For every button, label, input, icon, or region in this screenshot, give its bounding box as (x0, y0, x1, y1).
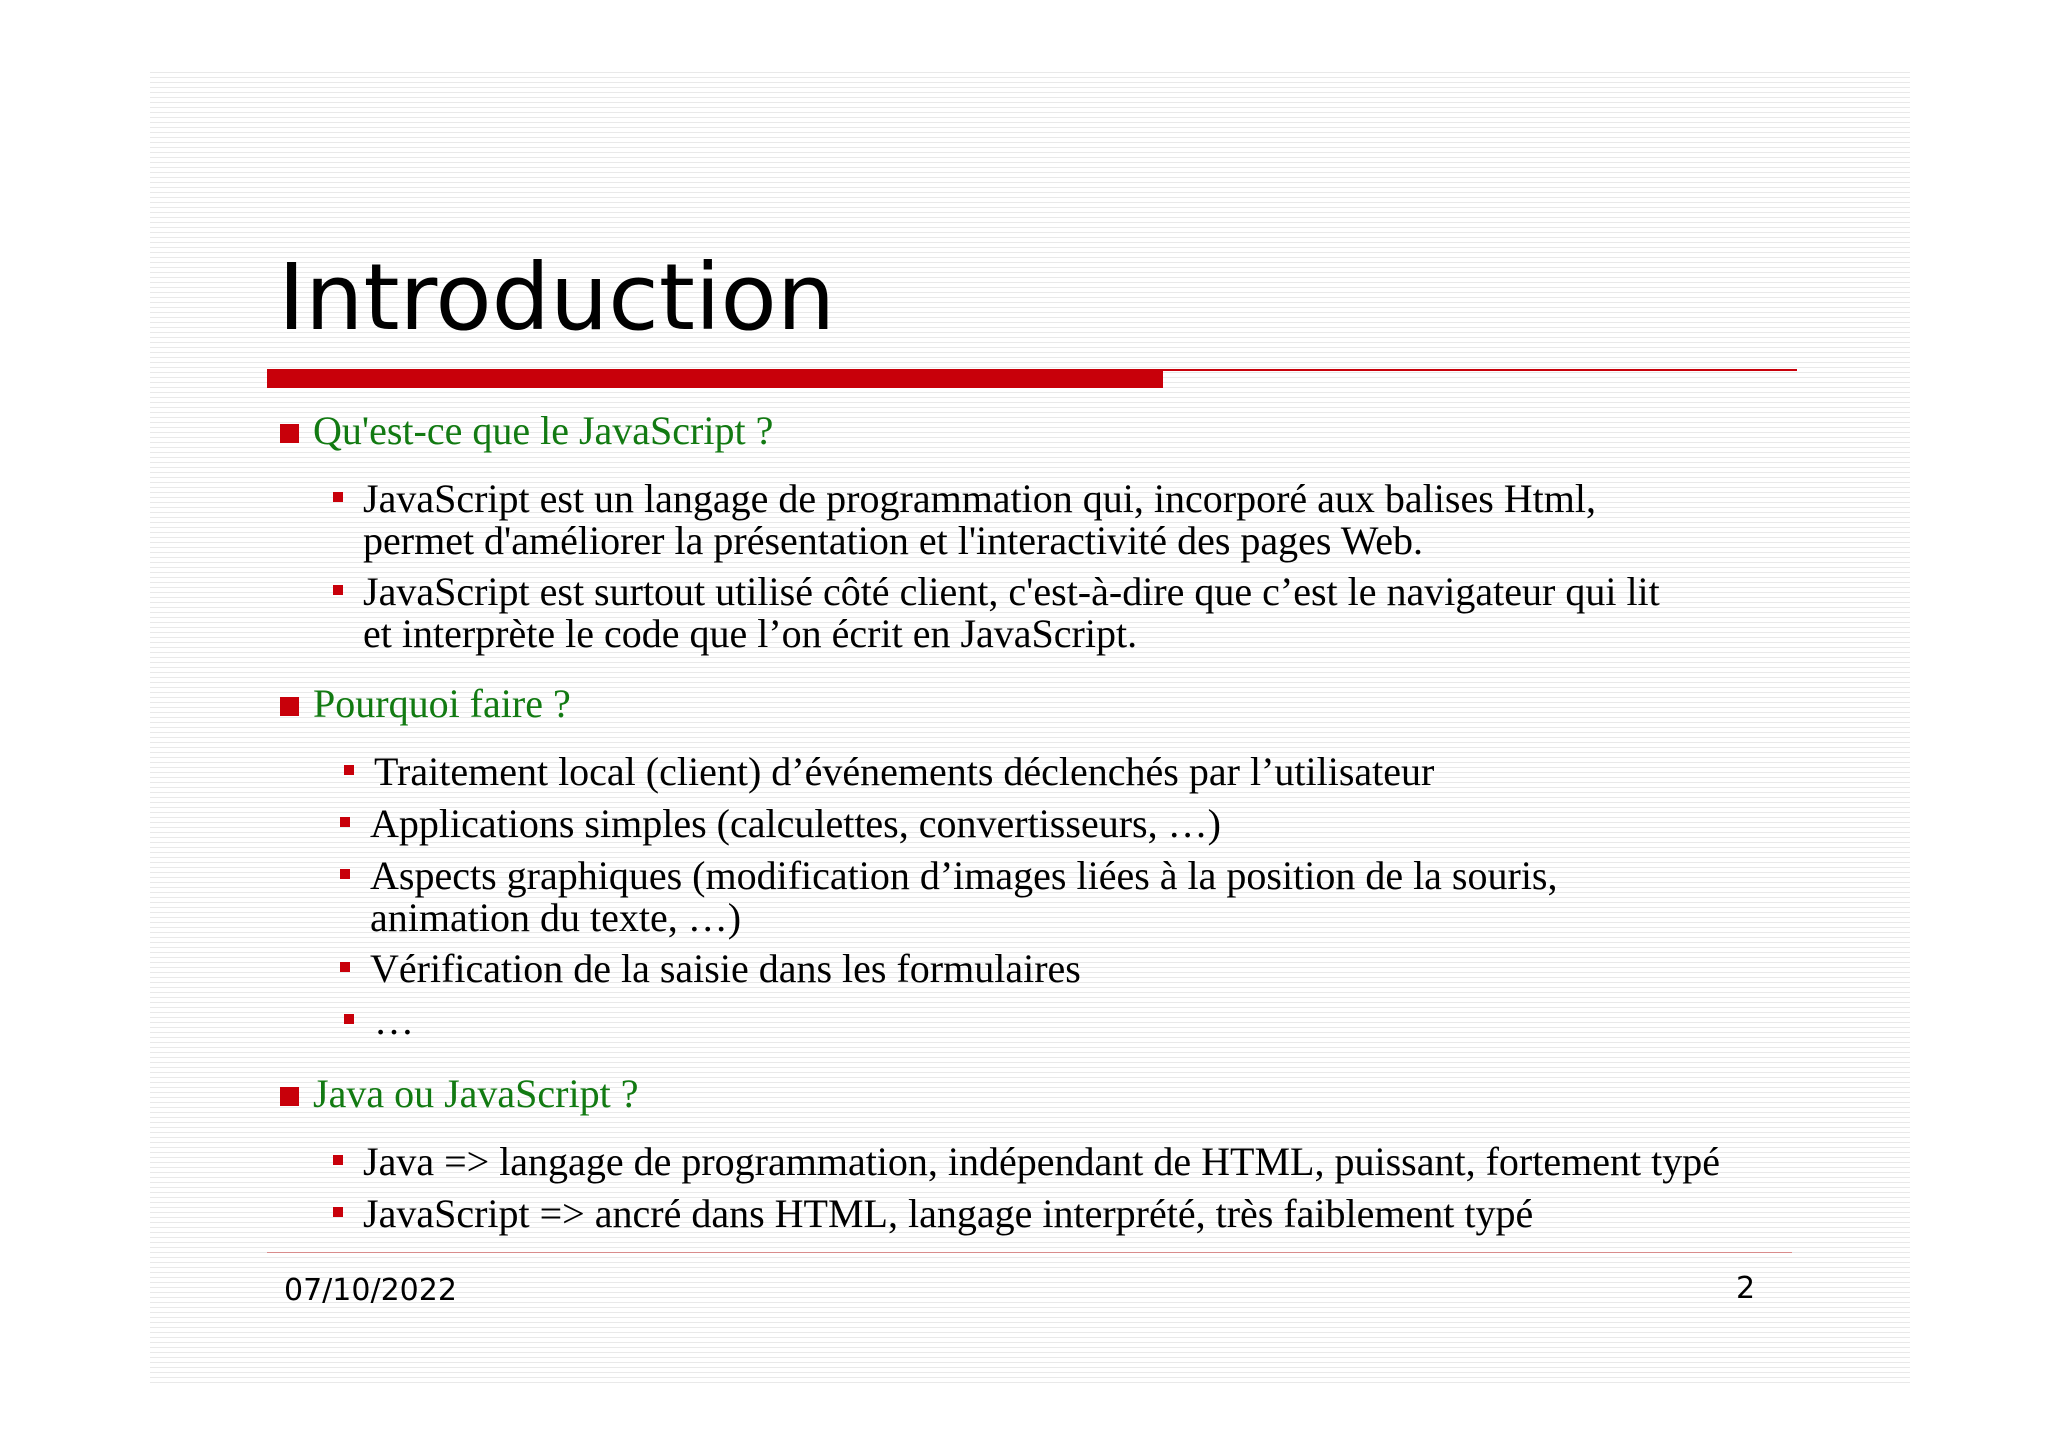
slide (150, 68, 1910, 1386)
list-item: JavaScript est un langage de programmation qui, incorporé aux balises Html, permet d'améliorer la présentation et l'interactivité des pages Web. (333, 478, 1596, 562)
list-item: JavaScript est surtout utilisé côté client, c'est-à-dire que c’est le navigateur qui lit et interprète le code que l’on écrit en JavaScript. (333, 571, 1660, 655)
footer-divider (267, 1252, 1792, 1253)
square-bullet-icon (280, 697, 299, 716)
footer-date: 07/10/2022 (284, 1273, 457, 1308)
slide-content (150, 68, 1910, 1386)
square-bullet-icon (280, 424, 299, 443)
list-item: JavaScript => ancré dans HTML, langage interprété, très faiblement typé (333, 1193, 1533, 1235)
square-bullet-icon (340, 869, 350, 879)
list-item: Traitement local (client) d’événements déclenchés par l’utilisateur (344, 751, 1434, 793)
slide-title: Introduction (278, 244, 836, 351)
page-number: 2 (1736, 1271, 1756, 1306)
square-bullet-icon (340, 962, 350, 972)
list-item: Applications simples (calculettes, convertisseurs, …) (340, 803, 1221, 845)
square-bullet-icon (344, 765, 354, 775)
section-heading-what-is-js: Qu'est-ce que le JavaScript ? (280, 410, 773, 452)
square-bullet-icon (340, 817, 350, 827)
square-bullet-icon (333, 492, 343, 502)
list-item: … (344, 1000, 414, 1042)
square-bullet-icon (280, 1087, 299, 1106)
square-bullet-icon (344, 1014, 354, 1024)
square-bullet-icon (333, 585, 343, 595)
section-heading-java-or-js: Java ou JavaScript ? (280, 1073, 638, 1115)
section-heading-why: Pourquoi faire ? (280, 683, 571, 725)
list-item: Aspects graphiques (modification d’images liées à la position de la souris, animation du texte, …) (340, 855, 1558, 939)
list-item: Java => langage de programmation, indépendant de HTML, puissant, fortement typé (333, 1141, 1720, 1183)
square-bullet-icon (333, 1207, 343, 1217)
square-bullet-icon (333, 1155, 343, 1165)
list-item: Vérification de la saisie dans les formulaires (340, 948, 1081, 990)
